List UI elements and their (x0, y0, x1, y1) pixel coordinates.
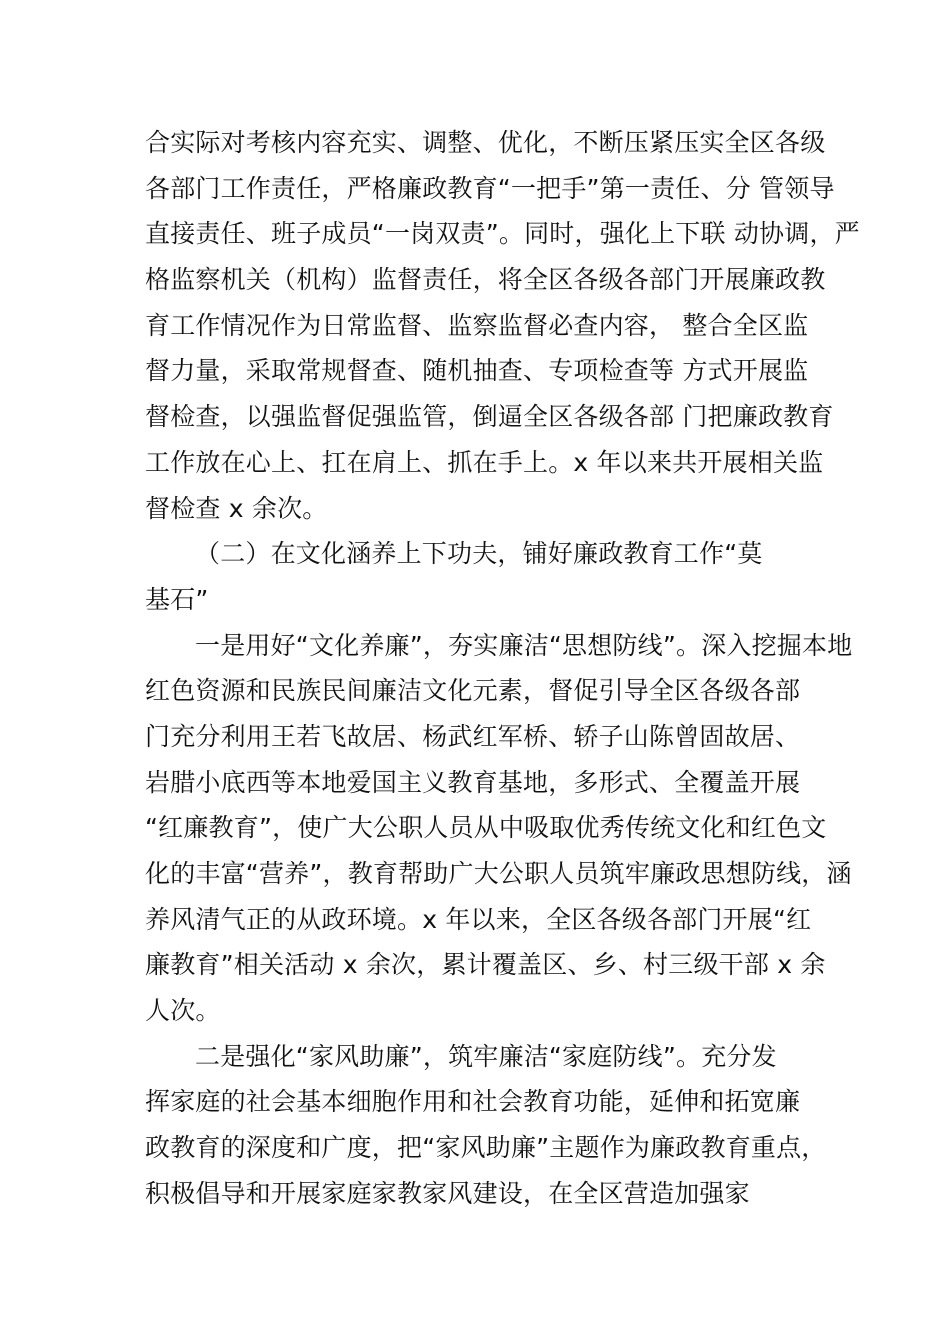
section-heading: （二）在文化涵养上下功夫，铺好廉政教育工作“莫 (195, 539, 763, 569)
text-line: 岩腊小底西等本地爱国主义教育基地，多形式、全覆盖开展 (145, 767, 801, 797)
text-line: 直接责任、班子成员“一岗双责”。同时，强化上下联 动协调，严 (145, 219, 860, 249)
text-line: 工作放在心上、扛在肩上、抓在手上。x 年以来共开展相关监 (145, 447, 824, 477)
paragraph-start: 一是用好“文化养廉”，夯实廉洁“思想防线”。深入挖掘本地 (195, 630, 853, 660)
text-line: 养风清气正的从政环境。x 年以来，全区各级各部门开展“红 (145, 904, 812, 934)
text-line: 人次。 (145, 996, 221, 1026)
text-line: 化的丰富“营养”，教育帮助广大公职人员筑牢廉政思想防线，涵 (145, 859, 852, 888)
text-line: 廉教育”相关活动 x 余次，累计覆盖区、乡、村三级干部 x 余 (145, 950, 826, 980)
paragraph-start: 二是强化“家风助廉”，筑牢廉洁“家庭防线”。充分发 (195, 1041, 777, 1071)
text-line: 育工作情况作为日常监督、监察监督必查内容， 整合全区监 (145, 310, 809, 340)
text-line: 督力量，采取常规督查、随机抽查、专项检查等 方式开展监 (145, 356, 809, 386)
section-heading-continued: 基石” (145, 584, 209, 614)
document-body (145, 120, 860, 1217)
text-line: “红廉教育”，使广大公职人员从中吸取优秀传统文化和红色文 (145, 813, 827, 843)
text-line: 红色资源和民族民间廉洁文化元素，督促引导全区各级各部 (145, 676, 801, 706)
text-line: 门充分利用王若飞故居、杨武红军桥、轿子山陈曾固故居、 (145, 721, 801, 751)
text-line: 政教育的深度和广度，把“家风助廉”主题作为廉政教育重点， (145, 1133, 827, 1163)
text-line: 督检查，以强监督促强监管，倒逼全区各级各部 门把廉政教育 (145, 402, 834, 432)
text-line: 积极倡导和开展家庭家教家风建设，在全区营造加强家 (145, 1178, 750, 1208)
text-line: 挥家庭的社会基本细胞作用和社会教育功能，延伸和拓宽廉 (145, 1087, 801, 1117)
text-line: 各部门工作责任，严格廉政教育“一把手”第一责任、分 管领导 (145, 173, 835, 203)
text-line: 督检查 x 余次。 (145, 493, 328, 523)
text-line: 合实际对考核内容充实、调整、优化，不断压紧压实全区各级 (145, 128, 826, 157)
text-line: 格监察机关（机构）监督责任，将全区各级各部门开展廉政教 (145, 265, 826, 295)
